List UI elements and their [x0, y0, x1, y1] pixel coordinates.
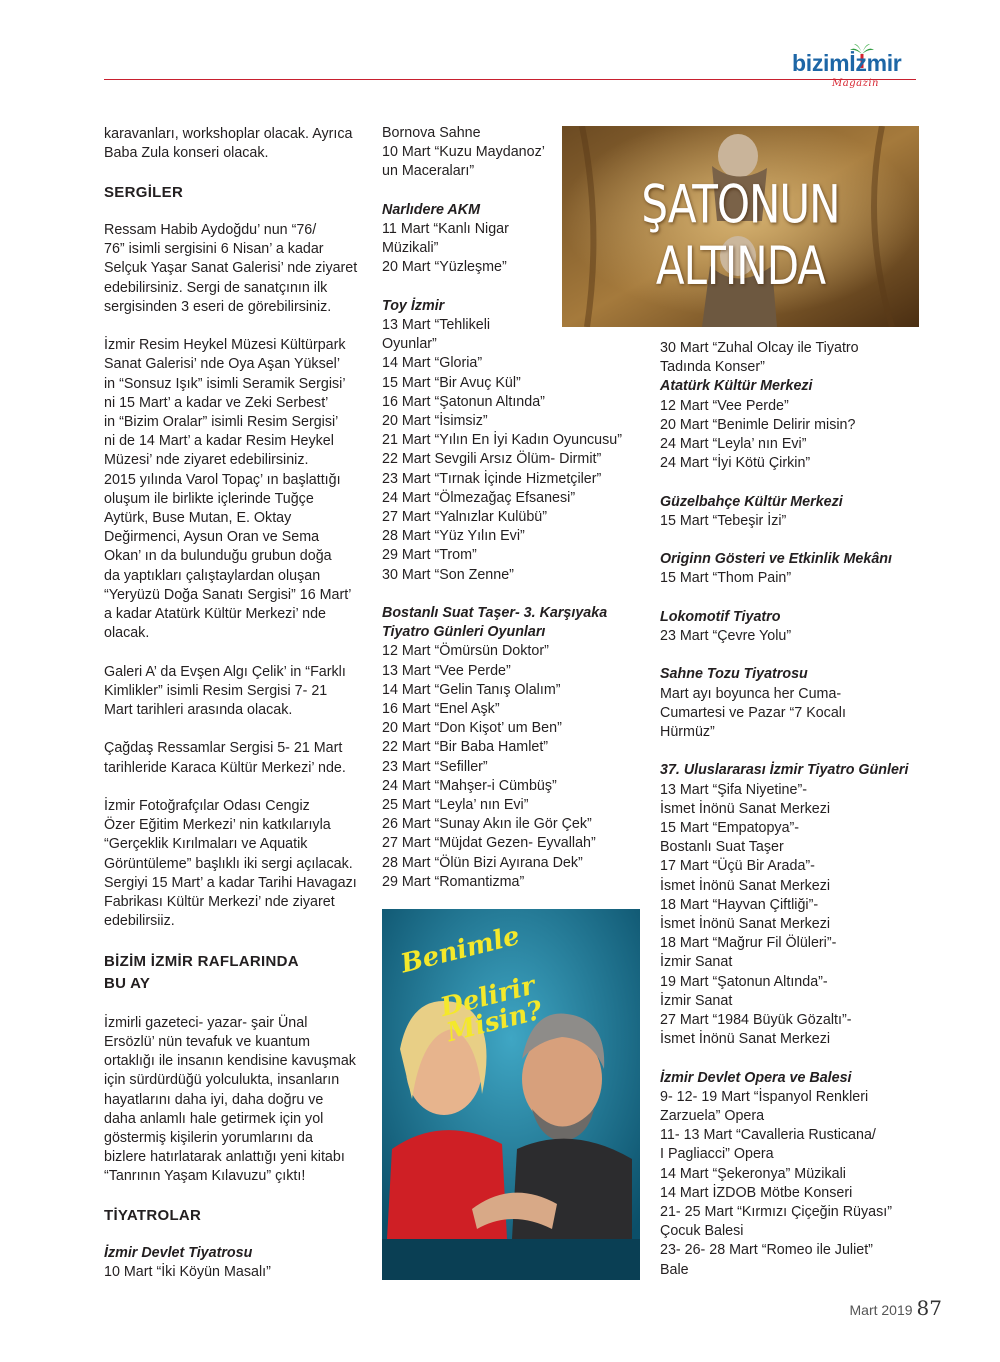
- column-right: [660, 339, 922, 1280]
- poster-title-line-2: Delirir Misin?: [437, 970, 546, 1049]
- photo-title: ŞATONUN ALTINDA: [641, 173, 840, 297]
- venue-heading: Toy İzmir: [382, 297, 445, 314]
- paragraph: İzmirli gazeteci- yazar- şair Ünal Ersözlü’ nün tevafuk ve kuantum ortaklığı ile insanın kendisine kavuşmak için sürdürdüğü yolculukta, insanların hayatlarını daha iyi, daha doğru ve daha anlamlı hale getirmek için yol göstermiş kişilerin yorumlarını da bizlere hatırlatarak anlattığı yeni kitabı “Tanrının Yaşam Kılavuzu” çıktı!: [104, 1014, 356, 1185]
- paragraph: Ressam Habib Aydoğdu’ nun “76/ 76” isimli sergisini 6 Nisan’ a kadar Selçuk Yaşar Sanat Galerisi’ nde ziyaret edebilirsiniz. Sergi de sanatçının ilk sergisinden 3 eseri de görebilirsiniz.: [104, 221, 358, 315]
- venue-heading: Atatürk Kültür Merkezi: [660, 378, 813, 395]
- venue-heading: Narlıdere AKM: [382, 201, 480, 218]
- paragraph: İzmir Fotoğrafçılar Odası Cengiz Özer Eğitim Merkezi’ nin katkılarıyla “Gerçeklik Kırılmaları ve Aquatik Görüntüleme” başlıklı iki sergi açılacak. Sergiyi 15 Mart’ a kadar Tarihi Havagazı Fabrikası Kültür Merkezi’ nde ziyaret edebilirsiiz.: [104, 798, 357, 930]
- section-heading-sergiler: SERGİLER: [104, 183, 184, 201]
- venue-heading: Lokomotif Tiyatro: [660, 608, 781, 625]
- magazine-logo: [792, 44, 922, 96]
- venue-heading: Originn Gösteri ve Etkinlik Mekânı: [660, 551, 892, 568]
- logo-wordmark: bizimİzmir: [792, 50, 902, 76]
- venue-heading: 37. Uluslararası İzmir Tiyatro Günleri: [660, 762, 909, 779]
- paragraph: Galeri A’ da Evşen Algı Çelik’ in “Farklı Kimlikler” isimli Resim Sergisi 7- 21 Mart tarihleri arasında olacak.: [104, 663, 346, 719]
- column-left: [104, 125, 366, 1283]
- listing: 9- 12- 19 Mart “İspanyol Renkleri Zarzuela” Opera 11- 13 Mart “Cavalleria Rusticana/ I Pagliacci” Opera 14 Mart “Şekeronya” Müzikali 14 Mart İZDOB Mötbe Konseri 21- 25 Mart “Kırmızı Çiçeğin Rüyası” Çocuk Balesi 23- 26- 28 Mart “Romeo ile Juliet” Bale: [660, 1088, 892, 1278]
- listing: 23 Mart “Çevre Yolu”: [660, 628, 792, 644]
- venue-heading: Güzelbahçe Kültür Merkezi: [660, 493, 843, 510]
- venue-heading: İzmir Devlet Opera ve Balesi: [660, 1069, 852, 1086]
- venue-heading: Sahne Tozu Tiyatrosu: [660, 666, 808, 683]
- listing: 13 Mart “Tehlikeli Oyunlar” 14 Mart “Gloria” 15 Mart “Bir Avuç Kül” 16 Mart “Şatonun Altında” 20 Mart “İsimsiz” 21 Mart “Yılın En İyi Kadın Oyuncusu” 22 Mart Sevgili Arsız Ölüm- Dirmit” 23 Mart “Tırnak İçinde Hizmetçiler” 24 Mart “Ölmezağaç Efsanesi” 27 Mart “Yalnızlar Kulübü” 28 Mart “Yüz Yılın Evi” 29 Mart “Trom” 30 Mart “Son Zenne”: [382, 317, 622, 583]
- paragraph: İzmir Resim Heykel Müzesi Kültürpark Sanat Galerisi’ nde Oya Aşan Yüksel’ in “Sonsuz Işık” isimli Seramik Sergisi’ ni 15 Mart’ a kadar ve Zeki Serbest’ in “Bizim Oralar” isimli Resim Sergisi’ ni de 14 Mart’ a kadar Resim Heykel Müzesi’ nde ziyaret edebilirsiniz. 2015 yılında Varol Topaç’ ın başlattığı oluşum ile birlikte içlerinde Tuğçe Aytürk, Buse Mutan, E. Oktay Değirmenci, Aysun Oran ve Sema Okan’ ın da bulunduğu grubun doğa da yaptıkları çalıştaylardan oluşan “Yeryüzü Doğa Sanatı Sergisi” 16 Mart’ a kadar Atatürk Kültür Merkezi’ nde olacak.: [104, 337, 352, 642]
- listing: 15 Mart “Tebeşir İzi”: [660, 512, 787, 529]
- listing: 11 Mart “Kanlı Nigar Müzikali” 20 Mart “Yüzleşme”: [382, 221, 509, 276]
- paragraph: Çağdaş Ressamlar Sergisi 5- 21 Mart tarihleride Karaca Kültür Merkezi’ nde.: [104, 740, 346, 776]
- issue-date: Mart 2019: [849, 1302, 913, 1318]
- listing: 30 Mart “Zuhal Olcay ile Tiyatro Tadında Konser”: [660, 340, 859, 376]
- section-heading-tiyatrolar: TİYATROLAR: [104, 1206, 202, 1224]
- page-number: 87: [916, 1296, 942, 1320]
- listing: 10 Mart “İki Köyün Masalı”: [104, 1264, 271, 1281]
- page-footer: [850, 1296, 943, 1320]
- venue-heading: Bostanlı Suat Taşer- 3. Karşıyaka Tiyatro Günleri Oyunları: [382, 605, 608, 641]
- poster-title-line-1: Benimle: [397, 920, 523, 980]
- logo-subtitle: Magazin: [832, 78, 879, 89]
- paragraph: karavanları, workshoplar olacak. Ayrıca Baba Zula konseri olacak.: [104, 126, 353, 162]
- venue-heading: İzmir Devlet Tiyatrosu: [104, 1245, 253, 1262]
- play-photo-satonun-altinda: [562, 126, 919, 327]
- listing: Mart ayı boyunca her Cuma- Cumartesi ve Pazar “7 Kocalı Hürmüz”: [660, 685, 846, 740]
- listing: 12 Mart “Ömürsün Doktor” 13 Mart “Vee Perde” 14 Mart “Gelin Tanış Olalım” 16 Mart “Enel Aşk” 20 Mart “Don Kişot’ um Ben” 22 Mart “Bir Baba Hamlet” 23 Mart “Sefiller” 24 Mart “Mahşer-i Cümbüş” 25 Mart “Leyla’ nın Evi” 26 Mart “Sunay Akın ile Gör Çek” 27 Mart “Müjdat Gezen- Eyvallah” 28 Mart “Ölün Bizi Ayırana Dek” 29 Mart “Romantizma”: [382, 643, 596, 890]
- listing: 12 Mart “Vee Perde” 20 Mart “Benimle Delirir misin? 24 Mart “Leyla’ nın Evi” 24 Mart “İyi Kötü Çirkin”: [660, 397, 856, 472]
- listing: 15 Mart “Thom Pain”: [660, 570, 792, 587]
- play-poster-benimle-delirir-misin: [382, 909, 640, 1280]
- listing: Bornova Sahne 10 Mart “Kuzu Maydanoz’ un Maceraları”: [382, 125, 545, 180]
- listing: 13 Mart “Şifa Niyetine”- İsmet İnönü Sanat Merkezi 15 Mart “Empatopya”- Bostanlı Suat Taşer 17 Mart “Üçü Bir Arada”- İsmet İnönü Sanat Merkezi 18 Mart “Hayvan Çiftliği”- İsmet İnönü Sanat Merkezi 18 Mart “Mağrur Fil Ölüleri”- İzmir Sanat 19 Mart “Şatonun Altında”- İzmir Sanat 27 Mart “1984 Büyük Gözaltı”- İsmet İnönü Sanat Merkezi: [660, 781, 852, 1048]
- section-heading-raflar: BİZİM İZMİR RAFLARINDA BU AY: [104, 952, 299, 992]
